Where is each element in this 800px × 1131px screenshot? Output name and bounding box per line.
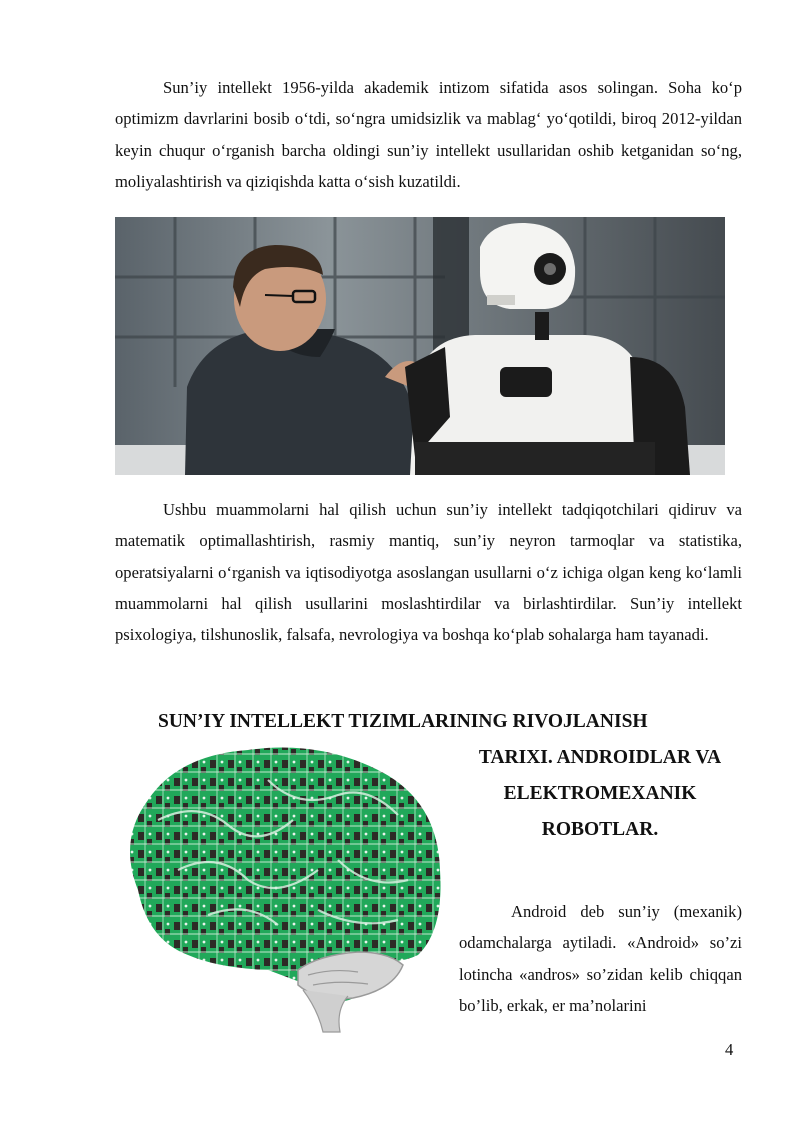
page-number: 4 — [725, 1040, 734, 1059]
section-heading-line-2: TARIXI. ANDROIDLAR VA — [478, 747, 722, 768]
circuit-brain-image — [118, 740, 444, 1036]
photo-illustration — [115, 217, 725, 475]
android-paragraph: Android deb sun’iy (mexanik) odamchalarga aytiladi. «Android» so’zi lotincha «andros» so’zidan kelib chiqqan bo’lib, erkak, er ma’nolarini — [459, 902, 742, 1015]
intro-paragraph: Sun’iy intellekt 1956-yilda akademik intizom sifatida asos solingan. Soha ko‘p optimizm davrlarini bosib o‘tdi, so‘ngra umidsizlik va mablag‘ yo‘qotildi, biroq 2012-yildan keyin chuqur o‘rganish barcha oldingi sun’iy intellekt usullaridan oshib ketganidan so‘ng, moliyalashtirish va qiziqishda katta o‘sish kuzatildi. — [115, 78, 742, 191]
brain-illustration — [118, 740, 444, 1036]
section-heading-line-4: ROBOTLAR. — [541, 819, 659, 840]
section-heading-line-3: ELEKTROMEXANIK — [503, 783, 697, 804]
section-heading-line-1: SUN’IY INTELLEKT TIZIMLARINING RIVOJLANISH — [158, 711, 648, 732]
person-and-robot-photo — [115, 217, 725, 475]
methods-paragraph: Ushbu muammolarni hal qilish uchun sun’iy intellekt tadqiqotchilari qidiruv va matematik optimallashtirish, rasmiy mantiq, sun’iy neyron tarmoqlar va statistika, operatsiyalarni o‘rganish va iqtisodiyotga asoslangan usullarni o‘z ichiga olgan keng ko‘lamli muammolarni hal qilish usullarini moslashtirdilar va birlashtirdilar. Sun’iy intellekt psixologiya, tilshunoslik, falsafa, nevrologiya va boshqa ko‘plab sohalarga ham tayanadi. — [115, 500, 742, 645]
